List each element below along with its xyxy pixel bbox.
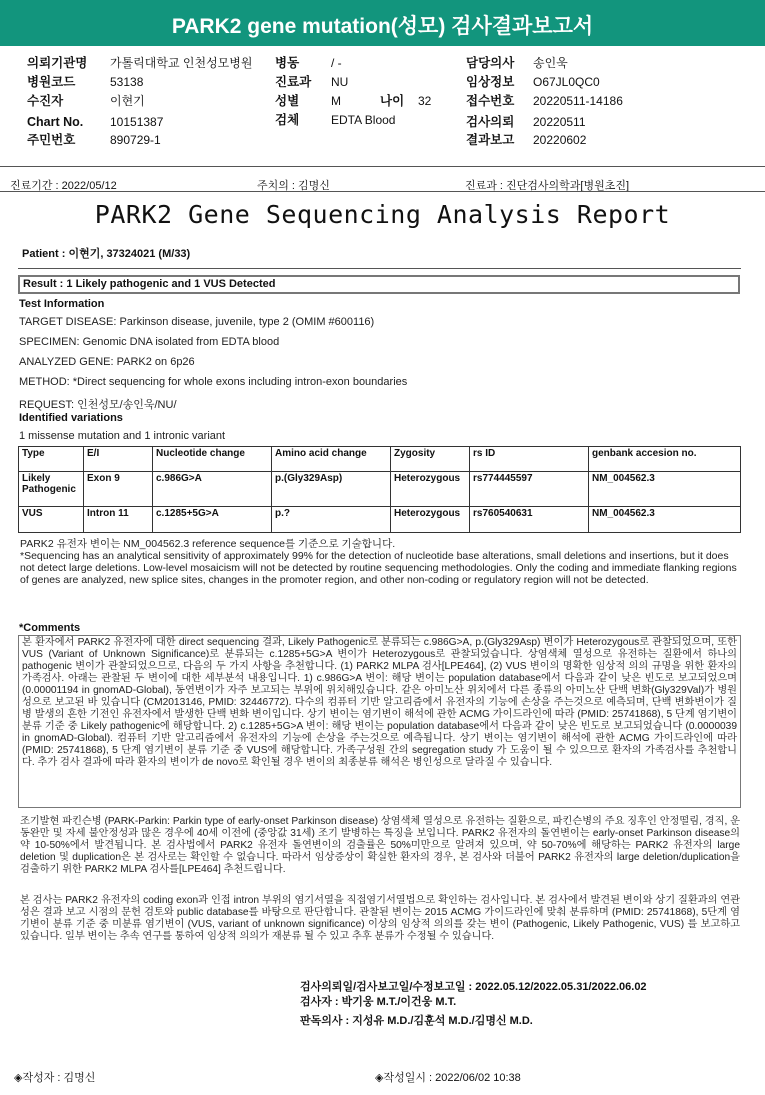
info-label-request-date: 검사의뢰 <box>466 115 515 129</box>
test-info-target-disease: TARGET DISEASE: Parkinson disease, juvenile, type 2 (OMIM #600116) <box>19 316 375 328</box>
info-value-ward: / - <box>331 56 342 70</box>
info-value-department: NU <box>331 75 349 89</box>
table-header-row <box>19 447 741 472</box>
info-label-resident-no: 주민번호 <box>27 133 76 147</box>
info-value-institution: 가톨릭대학교 인천성모병원 <box>110 56 253 70</box>
result-summary-box: Result : 1 Likely pathogenic and 1 VUS Detected <box>18 275 740 294</box>
col-type: Type <box>19 447 84 472</box>
info-label-chart-no: Chart No. <box>27 115 84 129</box>
info-value-patient: 이현기 <box>110 94 145 108</box>
table-row <box>19 507 741 533</box>
test-info-method: METHOD: *Direct sequencing for whole exons including intron-exon boundaries <box>19 376 408 388</box>
disease-description: 조기발현 파킨슨병 (PARK-Parkin: Parkin type of early-onset Parkinson disease) 상염색체 열성으로 유전하는 질환으로, 파킨슨병의 주요 징후인 안정떨림, 경직, 운동완만 및 자세 불안정성과 많은 경우에 40세 이전에 (중앙값 31세) 조기 발병하는 특징을 보입니다. PARK2 유전자의 돌연변이는 early-onset Parkinson disease의 약 10-50%에서 발견됩니다. 본 검사법에서 PARK2 유전자 돌연변이의 검출률은 50%미만으로 알려져 있으며, 약 50-70%에 해당하는 PARK2 유전자의 large deletion 및 duplication은 본 검사로는 확인할 수 없습니다. 따라서 임상증상이 확실한 환자의 경우, 본 검사와 더불어 PARK2 유전자의 large deletion/duplication을 검출하기 위한 PARK2 MLPA 검사를[LPE464] 추천드립니다. <box>20 816 740 875</box>
info-label-department: 진료과 <box>275 75 312 89</box>
patient-info-grid <box>0 56 765 152</box>
col-genbank: genbank accesion no. <box>589 447 741 472</box>
col-exon-intron: E/I <box>84 447 153 472</box>
divider-meta <box>0 191 765 192</box>
info-label-report-date: 결과보고 <box>466 133 515 147</box>
info-label-patient: 수진자 <box>27 94 64 108</box>
variations-summary: 1 missense mutation and 1 intronic variant <box>19 430 226 442</box>
info-value-clinical-info: O67JL0QC0 <box>533 75 600 89</box>
notes-block <box>20 538 740 586</box>
test-info-analyzed-gene: ANALYZED GENE: PARK2 on 6p26 <box>19 356 195 368</box>
test-info-specimen: SPECIMEN: Genomic DNA isolated from EDTA blood <box>19 336 280 348</box>
comments-heading: *Comments <box>19 622 81 634</box>
cell-genbank: NM_004562.3 <box>589 472 741 507</box>
table-row <box>19 472 741 507</box>
sequencing-note: *Sequencing has an analytical sensitivity of approximately 99% for the detection of nucleotide base alterations, small deletions and insertions, but it does not detect large deletions. Low-level mosaicism will not be detected by routine sequencing methodologies. Only the coding and immediate flanking regions of genes are analyzed, new splice sites, changes in the promoter region, and other non-coding or regulatory region will not be detected. <box>20 550 737 586</box>
reader-names: 판독의사 : 지성유 M.D./김훈석 M.D./김명신 M.D. <box>300 1015 533 1027</box>
info-label-physician: 담당의사 <box>466 56 515 70</box>
report-dates: 검사의뢰일/검사보고일/수정보고일 : 2022.05.12/2022.05.31/2022.06.02 <box>300 981 647 993</box>
test-info-request: REQUEST: 인천성모/송인욱/NU/ <box>19 399 177 411</box>
cell-rs-id: rs774445597 <box>470 472 589 507</box>
cell-genbank: NM_004562.3 <box>589 507 741 533</box>
test-info-heading: Test Information <box>19 298 105 310</box>
cell-zygosity: Heterozygous <box>391 472 470 507</box>
info-value-sex: M <box>331 94 341 108</box>
comments-box: 본 환자에서 PARK2 유전자에 대한 direct sequencing 결과, Likely Pathogenic로 분류되는 c.986G>A, p.(Gly329Asp) 변이가 Heterozygous로 관찰되었으며, 또한 VUS (Variant of Unknown Significance)로 분류되는 c.1285+5G>A 변이가 Heterozygous로 관찰되었습니다. 상염색체 열성으로 유전하는 질환에서 하나의 pathogenic 변이가 관찰되었으므로, 다음의 두 가지 사항을 추천합니다. (1) PARK2 MLPA 검사[LPE464], (2) VUS 변이의 명확한 임상적 의의 규명을 위한 환자의 가족검사. 아래는 관찰된 두 변이에 대한 세부분석 내용입니다. 1) c.986G>A 변이: 해당 변이는 population database에서 다음과 같이 낮은 빈도로 보고되었으며 (0.00001194 in gnomAD-Global), 동연변이가 자주 보고되는 부위에 위치해있습니다. 같은 아미노산 위치에서 다른 종류의 아미노산 단백 변화(Gly329Val)가 병원성으로 보고된 바 있습니다 (CM2013146, PMID: 32446772). 다수의 컴퓨터 기반 알고리즘에서 유전자의 기능에 손상을 주는것으로 예측되며, 단백 변화변이가 질병 발생의 흔한 기전인 유전자에서 발생한 단백 변화 변이입니다. 상기 변이는 염기변이 해석에 관한 ACMG 가이드라인에 따라 (PMID: 25741868), 5 단계 염기변이 분류 기준 중 Likely pathogenic에 해당합니다. 2) c.1285+5G>A 변이: 해당 변이는 population database에서 다음과 같이 낮은 빈도로 보고되었습니다 (0.0000039 in gnomAD-Global). 컴퓨터 기반 알고리즘에서 유전자의 기능에 손상을 주는것으로 예측됩니다. 상기 변이는 염기변이 해석에 관한 ACMG 가이드라인에 따라 (PMID: 25741868), 5 단계 염기변이 분류 기준 중 VUS에 해당합니다. 가족구성원 간의 segregation study 가 도움이 될 수 있으므로 환자의 가족검사를 추천합니다. 추가 검사 결과에 따라 환자의 변이가 de novo로 확인될 경우 변이의 최종분류 해석은 병인성으로 달라질 수 있습니다. <box>18 635 741 808</box>
col-zygosity: Zygosity <box>391 447 470 472</box>
info-value-request-date: 20220511 <box>533 115 586 129</box>
col-rs-id: rs ID <box>470 447 589 472</box>
info-label-sex: 성별 <box>275 94 300 108</box>
info-value-hospital-code: 53138 <box>110 75 144 89</box>
patient-line: Patient : 이현기, 37324021 (M/33) <box>22 248 191 260</box>
info-label-clinical-info: 임상정보 <box>466 75 515 89</box>
info-value-report-date: 20220602 <box>533 133 587 147</box>
tester-names: 검사자 : 박기웅 M.T./이건웅 M.T. <box>300 996 457 1008</box>
cell-amino-acid: p.? <box>272 507 391 533</box>
cell-type: VUS <box>19 507 84 533</box>
info-value-age: 32 <box>418 94 432 108</box>
cell-nucleotide: c.1285+5G>A <box>153 507 272 533</box>
cell-zygosity: Heterozygous <box>391 507 470 533</box>
col-nucleotide: Nucleotide change <box>153 447 272 472</box>
reference-note: PARK2 유전자 변이는 NM_004562.3 reference sequence를 기준으로 기술합니다. <box>20 538 396 550</box>
info-label-specimen: 검체 <box>275 113 300 127</box>
info-label-institution: 의뢰기관명 <box>27 56 88 70</box>
cell-rs-id: rs760540631 <box>470 507 589 533</box>
cell-type: Likely Pathogenic <box>19 472 84 507</box>
test-description: 본 검사는 PARK2 유전자의 coding exon과 인접 intron 부위의 염기서열을 직접염기서열법으로 확인하는 검사입니다. 본 검사에서 발견된 변이와 상기 질환과의 연관성은 결과 보고 시점의 문헌 검토와 public database를 바탕으로 판단합니다. 관찰된 변이는 2015 ACMG 가이드라인에 맞춰 분류하며 (PMID: 25741868), 5단계 염기변이 분류 기준 중 미분류 염기변이 (VUS, variant of unknown significance) 이상의 임상적 의의를 갖는 변이 (Pathogenic, Likely Pathogenic, VUS) 를 보고하고 있습니다. 일부 변이는 추속 연구를 통하여 임상적 의의가 재분류 될 수 있고 추후 분류가 수정될 수 있습니다. <box>20 895 740 942</box>
cell-amino-acid: p.(Gly329Asp) <box>272 472 391 507</box>
cell-exon-intron: Intron 11 <box>84 507 153 533</box>
cell-nucleotide: c.986G>A <box>153 472 272 507</box>
info-label-hospital-code: 병원코드 <box>27 75 76 89</box>
footer-author: ◈작성자 : 김명신 <box>14 1072 96 1084</box>
variations-heading: Identified variations <box>19 412 123 424</box>
info-value-physician: 송인욱 <box>533 56 568 70</box>
variations-table <box>18 446 741 533</box>
visit-period: 진료기간 : 2022/05/12 <box>10 180 117 192</box>
report-title: PARK2 Gene Sequencing Analysis Report <box>94 200 671 229</box>
info-value-resident-no: 890729-1 <box>110 133 161 147</box>
info-label-ward: 병동 <box>275 56 300 70</box>
col-amino-acid: Amino acid change <box>272 447 391 472</box>
info-value-chart-no: 10151387 <box>110 115 164 129</box>
divider-top <box>0 166 765 167</box>
info-label-age: 나이 <box>380 94 405 108</box>
info-label-receipt-no: 접수번호 <box>466 94 515 108</box>
attending-doctor: 주치의 : 김명신 <box>257 180 330 192</box>
footer-datetime: ◈작성일시 : 2022/06/02 10:38 <box>375 1072 521 1084</box>
divider-result <box>18 268 741 269</box>
info-value-receipt-no: 20220511-14186 <box>533 94 623 108</box>
cell-exon-intron: Exon 9 <box>84 472 153 507</box>
info-value-specimen: EDTA Blood <box>331 113 396 127</box>
report-header-title: PARK2 gene mutation(성모) 검사결과보고서 <box>0 0 765 46</box>
visit-department: 진료과 : 진단검사의학과[병원초진] <box>465 180 630 192</box>
